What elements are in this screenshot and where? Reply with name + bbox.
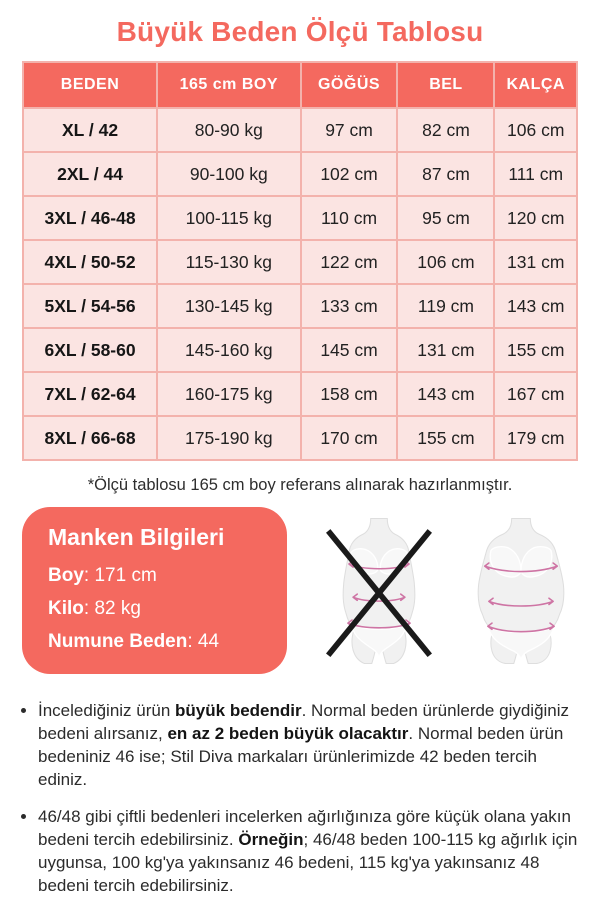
size-cell: 7XL / 62-64	[23, 372, 157, 416]
measurement-cell: 82 cm	[397, 108, 494, 152]
measurement-cell: 102 cm	[301, 152, 398, 196]
size-table-body	[23, 108, 577, 460]
measurement-cell: 119 cm	[397, 284, 494, 328]
model-weight-line	[48, 595, 263, 623]
size-cell: 4XL / 50-52	[23, 240, 157, 284]
size-cell: 3XL / 46-48	[23, 196, 157, 240]
measurement-cell: 80-90 kg	[157, 108, 300, 152]
measurement-cell: 130-145 kg	[157, 284, 300, 328]
info-bullets	[24, 699, 584, 897]
measurement-cell: 145-160 kg	[157, 328, 300, 372]
model-info-section	[0, 507, 600, 674]
model-info-title: Manken Bilgileri	[48, 524, 225, 550]
measurement-cell: 131 cm	[494, 240, 577, 284]
page-title: Büyük Beden Ölçü Tablosu	[116, 16, 484, 47]
bullet-text-bold: Örneğin	[238, 830, 304, 849]
header-cell-bel: BEL	[397, 62, 494, 108]
measurement-cell: 145 cm	[301, 328, 398, 372]
size-cell: 5XL / 54-56	[23, 284, 157, 328]
header-cell-boy: 165 cm BOY	[157, 62, 300, 108]
measurement-cell: 120 cm	[494, 196, 577, 240]
measurement-cell: 110 cm	[301, 196, 398, 240]
info-bullet	[38, 699, 583, 791]
bullet-text: . Normal beden ürün bedeniniz 46 ise; Stil Diva markaları ürünlerimizde 42 beden tercih ediniz.	[38, 724, 564, 789]
size-table	[22, 61, 578, 461]
header-cell-beden: BEDEN	[23, 62, 157, 108]
measurement-cell: 133 cm	[301, 284, 398, 328]
plus-size-body-icon	[464, 518, 578, 664]
measurement-cell: 143 cm	[494, 284, 577, 328]
model-height-line	[48, 562, 263, 590]
table-row	[23, 284, 577, 328]
bullet-text: . Normal beden ürünlerde giydiğiniz bedeni alırsanız,	[38, 701, 570, 743]
measurement-cell: 158 cm	[301, 372, 398, 416]
bullet-text-bold: büyük bedendir	[175, 701, 302, 720]
size-table-head	[23, 62, 577, 108]
model-weight-label: Kilo	[48, 598, 84, 619]
header-cell-kalca: KALÇA	[494, 62, 577, 108]
measurement-cell: 122 cm	[301, 240, 398, 284]
model-weight-value: : 82 kg	[83, 598, 141, 619]
model-sample-size-value: : 44	[187, 631, 220, 652]
table-row	[23, 328, 577, 372]
bullet-text: 46/48 gibi çiftli bedenleri incelerken ağırlığınıza göre küçük olana yakın bedeni tercih edebilirsiniz.	[38, 807, 571, 849]
measurement-cell: 155 cm	[397, 416, 494, 460]
size-cell: 8XL / 66-68	[23, 416, 157, 460]
measurement-cell: 115-130 kg	[157, 240, 300, 284]
measurement-cell: 179 cm	[494, 416, 577, 460]
model-info-card	[22, 507, 287, 674]
bullet-text: İncelediğiniz ürün	[38, 701, 176, 720]
measurement-cell: 143 cm	[397, 372, 494, 416]
measurement-cell: 100-115 kg	[157, 196, 300, 240]
model-sample-size-line	[48, 628, 263, 656]
size-cell: XL / 42	[23, 108, 157, 152]
measurement-cell: 87 cm	[397, 152, 494, 196]
model-height-label: Boy	[48, 565, 84, 586]
table-row	[23, 240, 577, 284]
measurement-cell: 167 cm	[494, 372, 577, 416]
size-cell: 6XL / 58-60	[23, 328, 157, 372]
table-row	[23, 372, 577, 416]
measurement-cell: 131 cm	[397, 328, 494, 372]
measurement-cell: 106 cm	[494, 108, 577, 152]
measurement-cell: 170 cm	[301, 416, 398, 460]
measurement-cell: 97 cm	[301, 108, 398, 152]
bullet-text: ; 46/48 beden 100-115 kg ağırlık için uygunsa, 100 kg'ya yakınsanız 46 bedeni, 115 kg'ya yakınsanız 48 bedeni tercih edebilirsiniz.	[38, 830, 578, 895]
info-bullet	[38, 805, 583, 897]
measurement-cell: 90-100 kg	[157, 152, 300, 196]
measurement-cell: 175-190 kg	[157, 416, 300, 460]
header-row	[23, 62, 577, 108]
table-row	[23, 196, 577, 240]
measurement-cell: 106 cm	[397, 240, 494, 284]
table-row	[23, 416, 577, 460]
measurement-cell: 95 cm	[397, 196, 494, 240]
measurement-cell: 160-175 kg	[157, 372, 300, 416]
size-cell: 2XL / 44	[23, 152, 157, 196]
model-height-value: : 171 cm	[83, 565, 157, 586]
table-row	[23, 108, 577, 152]
model-sample-size-label: Numune Beden	[48, 631, 188, 652]
body-figures	[322, 518, 578, 664]
measurement-cell: 155 cm	[494, 328, 577, 372]
table-row	[23, 152, 577, 196]
reference-note: *Ölçü tablosu 165 cm boy referans alınarak hazırlanmıştır.	[87, 476, 513, 494]
bullet-text-bold: en az 2 beden büyük olacaktır	[167, 724, 409, 743]
measurement-cell: 111 cm	[494, 152, 577, 196]
header-cell-gogus: GÖĞÜS	[301, 62, 398, 108]
normal-body-crossed-icon	[322, 518, 436, 664]
